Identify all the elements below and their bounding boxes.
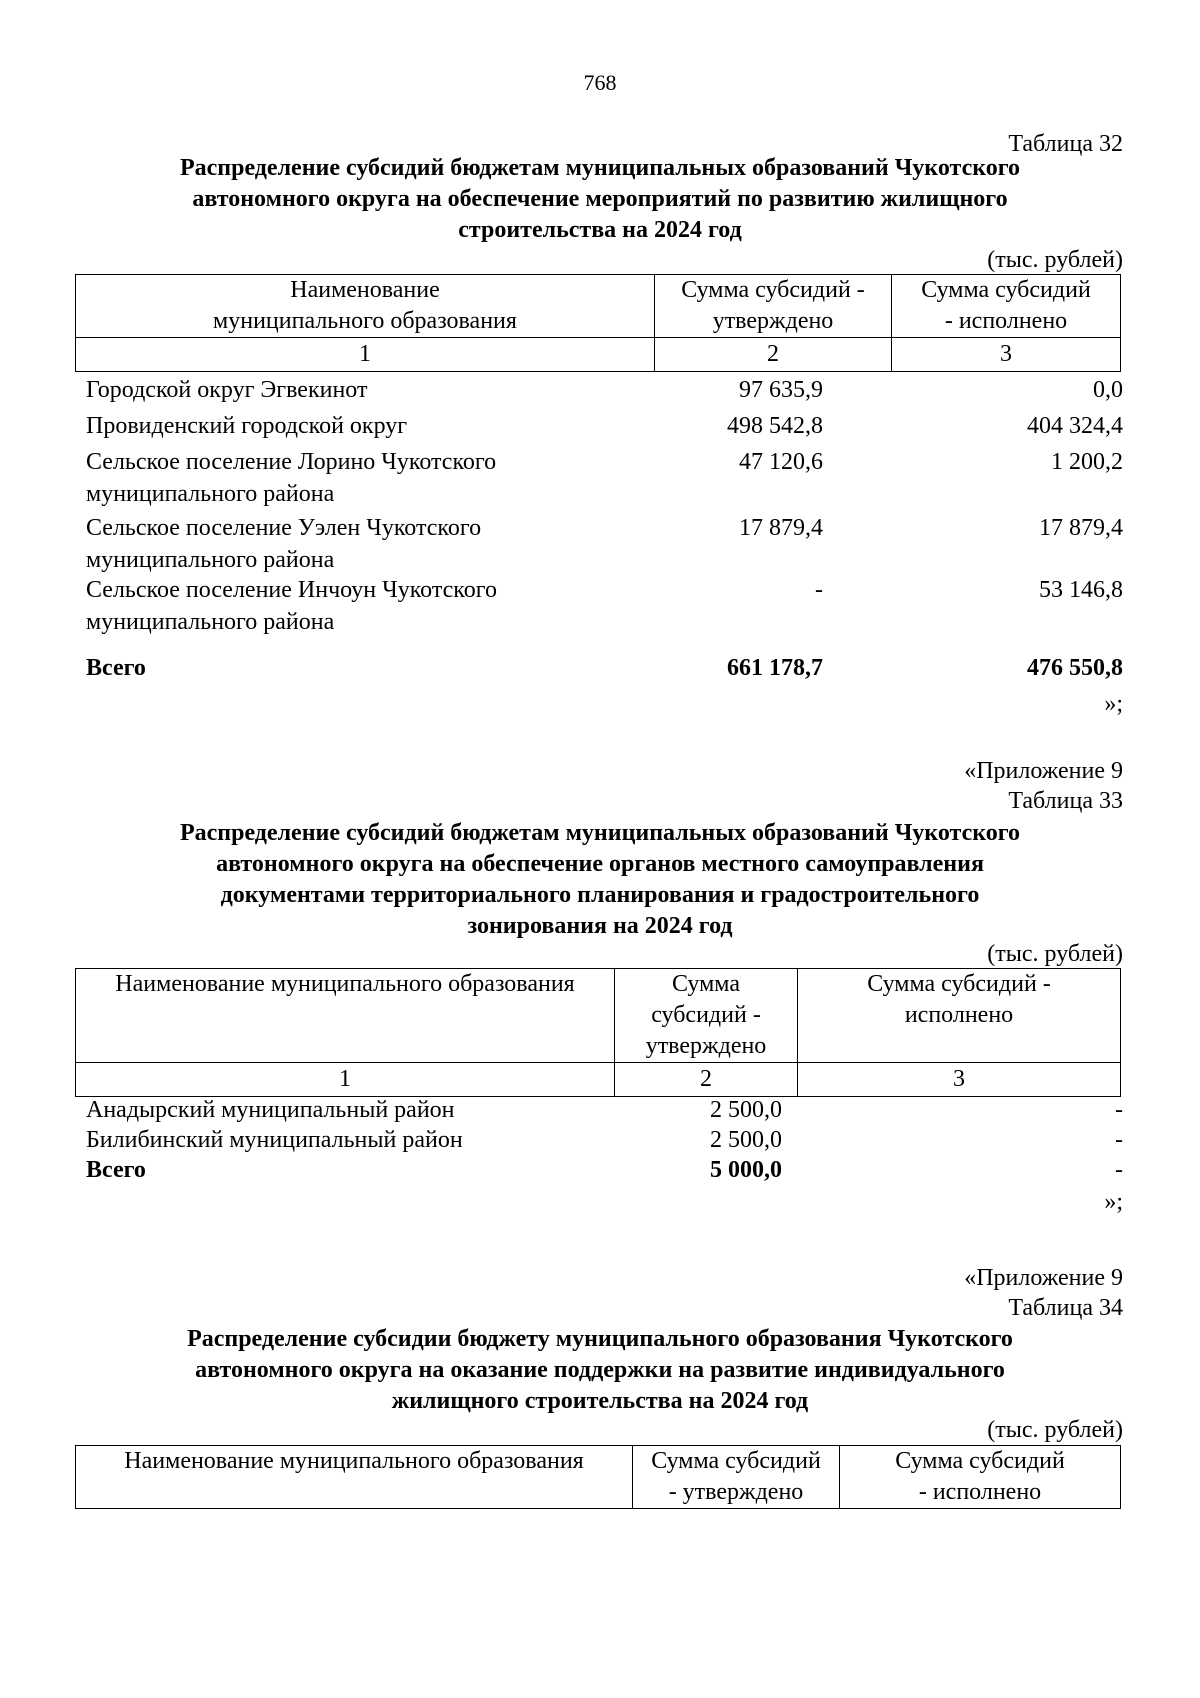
header-name: Наименование муниципального образования xyxy=(76,1446,633,1509)
table-32-title xyxy=(90,153,1110,246)
table-32-header xyxy=(75,274,1121,372)
title-line: зонирования на 2024 год xyxy=(467,913,733,939)
header-name: Наименование муниципального образования xyxy=(76,275,655,338)
title-line: строительства на 2024 год xyxy=(458,217,742,243)
title-line: жилищного строительства на 2024 год xyxy=(391,1388,809,1414)
title-line: Распределение субсидий бюджетам муниципальных образований Чукотского xyxy=(179,820,1021,846)
header-name: Наименование муниципального образования xyxy=(76,969,615,1063)
col-number: 1 xyxy=(76,1063,615,1097)
table-34-header xyxy=(75,1445,1121,1509)
table-34-title xyxy=(90,1324,1110,1417)
header-executed: Сумма субсидий - исполнено xyxy=(892,275,1121,338)
title-line: автономного округа на оказание поддержки на развитие индивидуального xyxy=(195,1357,1005,1383)
table-34-unit: (тыс. рублей) xyxy=(987,1417,1123,1443)
appendix-label: «Приложение 9 Таблица 33 xyxy=(964,758,1123,814)
closing-quote: »; xyxy=(1104,1189,1123,1215)
table-33-title xyxy=(90,818,1110,942)
table-33-unit: (тыс. рублей) xyxy=(987,941,1123,967)
title-line: автономного округа на обеспечение органов местного самоуправления xyxy=(216,851,984,877)
header-approved: Сумма субсидий - утверждено xyxy=(655,275,892,338)
title-line: автономного округа на обеспечение мероприятий по развитию жилищного xyxy=(192,186,1008,212)
title-line: Распределение субсидий бюджетам муниципальных образований Чукотского xyxy=(179,155,1021,181)
col-number: 3 xyxy=(798,1063,1121,1097)
header-approved: Сумма субсидий - утверждено xyxy=(615,969,798,1063)
table-32-label: Таблица 32 xyxy=(1008,131,1123,157)
col-number: 1 xyxy=(76,338,655,372)
closing-quote: »; xyxy=(1104,691,1123,717)
page-number: 768 xyxy=(583,70,617,95)
appendix-label: «Приложение 9 Таблица 34 xyxy=(964,1265,1123,1321)
col-number: 3 xyxy=(892,338,1121,372)
col-number: 2 xyxy=(615,1063,798,1097)
table-33-header xyxy=(75,968,1121,1097)
header-executed: Сумма субсидий - исполнено xyxy=(798,969,1121,1063)
title-line: Распределение субсидии бюджету муниципального образования Чукотского xyxy=(187,1326,1013,1352)
header-executed: Сумма субсидий - исполнено xyxy=(840,1446,1121,1509)
table-32-unit: (тыс. рублей) xyxy=(987,247,1123,273)
title-line: документами территориального планирования и градостроительного xyxy=(220,882,980,908)
col-number: 2 xyxy=(655,338,892,372)
header-approved: Сумма субсидий - утверждено xyxy=(633,1446,840,1509)
